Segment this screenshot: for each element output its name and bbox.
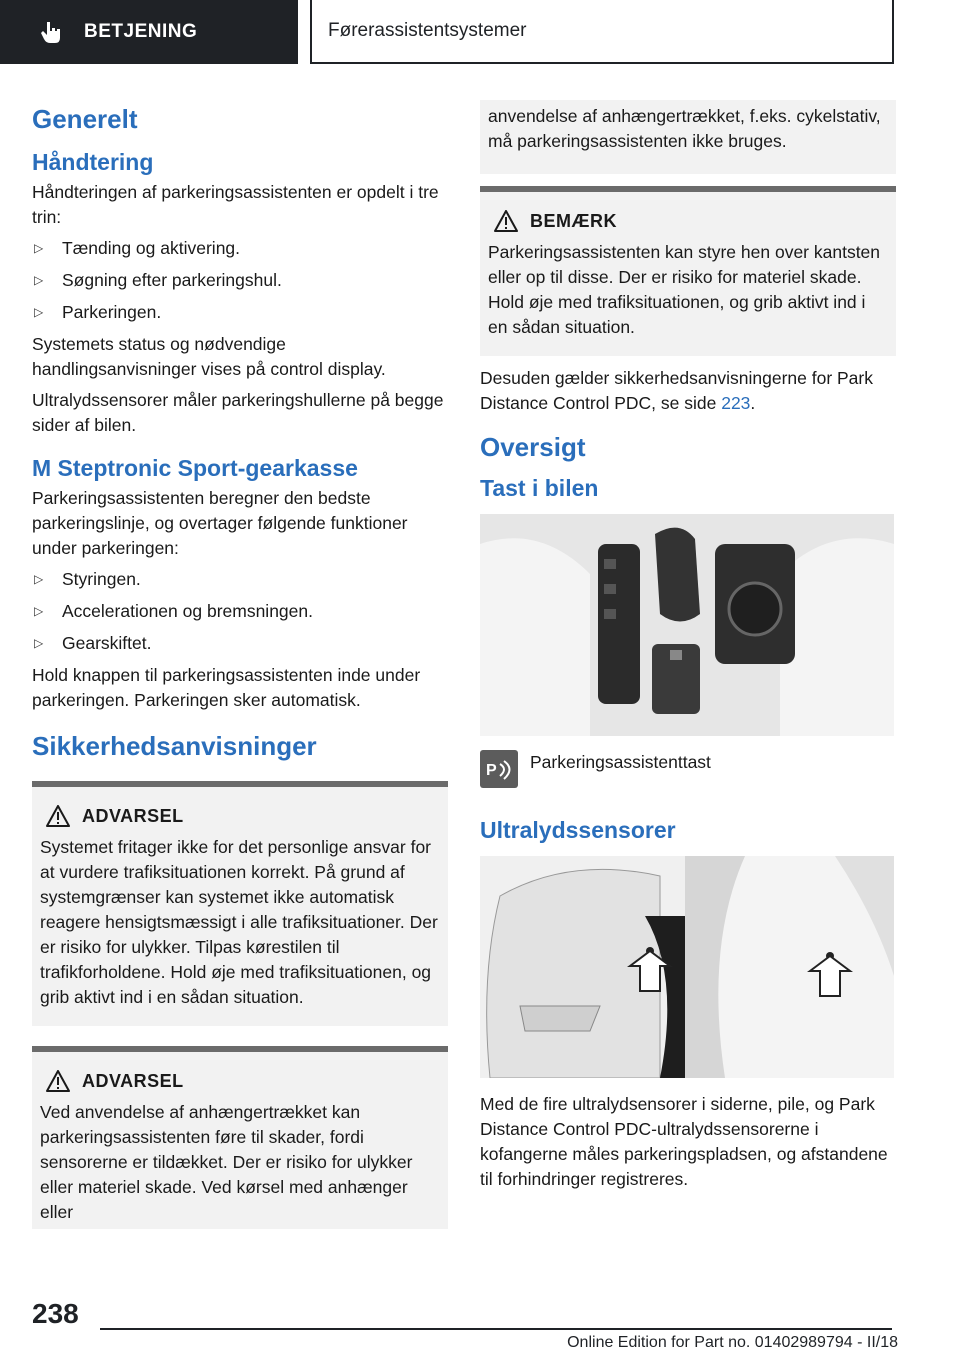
triangle-bullet-icon: ▷ [34, 572, 44, 586]
heading-generelt: Generelt [32, 104, 138, 134]
triangle-bullet-icon: ▷ [34, 241, 44, 255]
list-item: ▷ Gearskiftet. [32, 631, 448, 656]
list-item: ▷ Søgning efter parkeringshul. [32, 268, 448, 293]
warning-triangle-icon [46, 1070, 70, 1092]
warning-title: ADVARSEL [82, 1070, 184, 1091]
svg-text:P: P [486, 762, 497, 779]
section-label: BETJENING [84, 21, 198, 42]
triangle-bullet-icon: ▷ [34, 273, 44, 287]
triangle-bullet-icon: ▷ [34, 305, 44, 319]
console-illustration [480, 514, 894, 736]
warning-box-2 [32, 1046, 448, 1229]
note-text: Parkeringsassistenten kan styre hen over kantsten eller op til disse. Der er risiko for materiel skade. Hold øje med trafiksituationen, og grib aktivt ind i en sådan situation. [488, 242, 881, 337]
steps-list [32, 236, 448, 325]
heading-safety: Sikkerhedsanvisninger [32, 731, 317, 761]
pdc-paragraph: Desuden gælder sikkerhedsanvisningerne for Park Distance Control PDC, se side 223. [480, 368, 873, 413]
warning-text-continued: anvendelse af anhængertrækket, f.eks. cykelstativ, må parkeringsassistenten ikke bruges. [488, 106, 881, 151]
hand-pointer-icon [38, 19, 64, 45]
heading-handtering: Håndtering [32, 149, 154, 175]
front-bumper-illustration [480, 856, 685, 1078]
right-column [480, 100, 896, 1198]
functions-list [32, 567, 448, 656]
left-column [32, 100, 448, 1239]
edition-text: Online Edition for Part no. 01402989794 - II/18 [567, 1334, 898, 1351]
heading-ultralyd: Ultralydssensorer [480, 817, 676, 843]
heading-steptronic: M Steptronic Sport-gearkasse [32, 455, 358, 481]
sensor-photos [480, 856, 894, 1078]
heading-oversigt: Oversigt [480, 432, 586, 462]
warning-triangle-icon [46, 805, 70, 827]
warning-text: Ved anvendelse af anhængertrækket kan parkeringsassistenten føre til skader, fordi sensorerne er tildækket. Der er risiko for ulykker eller materiel skade. Ved kørsel med anhænger eller [40, 1102, 413, 1222]
page-link-223[interactable]: 223 [721, 393, 751, 413]
footer-divider [100, 1328, 892, 1330]
key-label: Parkeringsassistenttast [530, 752, 711, 772]
rear-bumper-illustration [685, 856, 894, 1078]
intro-paragraph: Håndteringen af parkeringsassistenten er opdelt i tre trin: [32, 182, 439, 227]
triangle-bullet-icon: ▷ [34, 636, 44, 650]
page-number: 238 [32, 1298, 79, 1329]
section-tab [0, 0, 298, 64]
sensors-paragraph: Ultralydssensorer måler parkeringshullerne på begge sider af bilen. [32, 390, 444, 435]
note-title: BEMÆRK [530, 210, 617, 231]
warning-box-2-continued [480, 100, 896, 174]
warning-text: Systemet fritager ikke for det personlige ansvar for at vurdere trafiksituationen korrekt. På grund af systemgrænser kan systemet ikke automatisk reagere hensigtsmæssigt i alle trafiksituationer. Der er risiko for ulykker. Tilpas kørestilen til trafikforholdene. Hold øje med trafiksituationen, og grib aktivt ind i en sådan situation. [40, 837, 438, 1007]
warning-triangle-icon [494, 210, 518, 232]
ultra-paragraph: Med de fire ultralydsensorer i siderne, pile, og Park Distance Control PDC-ultralydssensorerne i kofangerne måles parkeringspladsen, og afstandene til forhindringer registreres. [480, 1094, 888, 1189]
triangle-bullet-icon: ▷ [34, 604, 44, 618]
steptronic-paragraph: Parkeringsassistenten beregner den bedste parkeringslinje, og overtager følgende funktioner under parkeringen: [32, 488, 408, 558]
list-item: ▷ Parkeringen. [32, 300, 448, 325]
heading-tast: Tast i bilen [480, 475, 599, 501]
list-item: ▷ Tænding og aktivering. [32, 236, 448, 261]
note-box [480, 186, 896, 356]
status-paragraph: Systemets status og nødvendige handlingsanvisninger vises på control display. [32, 334, 386, 379]
key-legend [480, 750, 896, 788]
warning-box-1 [32, 781, 448, 1026]
chapter-title: Førerassistentsystemer [310, 0, 894, 64]
list-item: ▷ Accelerationen og bremsningen. [32, 599, 448, 624]
list-item: ▷ Styringen. [32, 567, 448, 592]
console-photo [480, 514, 894, 736]
warning-title: ADVARSEL [82, 805, 184, 826]
parking-assistant-key-icon [480, 750, 518, 788]
hold-paragraph: Hold knappen til parkeringsassistenten inde under parkeringen. Parkeringen sker automatisk. [32, 665, 421, 710]
